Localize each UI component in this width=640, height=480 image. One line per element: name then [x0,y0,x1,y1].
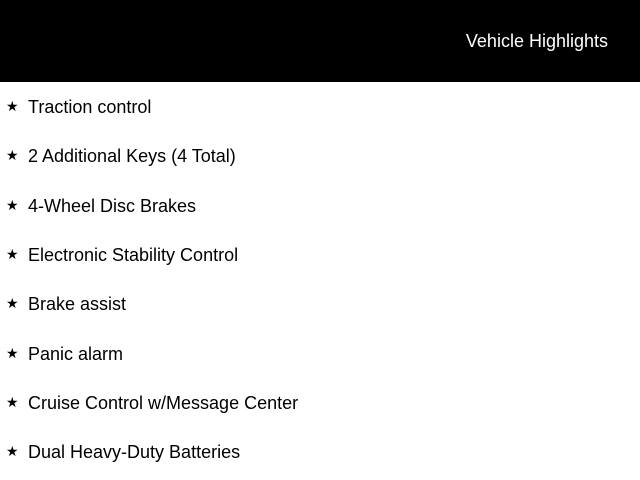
star-icon: ★ [6,395,19,411]
list-item-label: Traction control [28,97,152,117]
list-item-label: Electronic Stability Control [28,245,239,265]
list-item-label: 4-Wheel Disc Brakes [28,196,197,216]
star-icon: ★ [6,296,19,312]
header-title: Vehicle Highlights [465,31,608,51]
list-item [0,195,640,219]
list-item [0,145,640,169]
list-item-label: Cruise Control w/Message Center [28,393,299,413]
list-item [0,441,640,465]
list-item-label: 2 Additional Keys (4 Total) [28,146,236,166]
star-icon: ★ [6,99,19,115]
list-item-label: Brake assist [28,294,127,314]
star-icon: ★ [6,198,19,214]
star-icon: ★ [6,247,19,263]
star-icon: ★ [6,444,19,460]
list-item [0,244,640,268]
star-icon: ★ [6,346,19,362]
list-item-label: Panic alarm [28,344,124,364]
list-item [0,343,640,367]
list-item [0,96,640,120]
star-icon: ★ [6,148,19,164]
header-bar [0,0,640,82]
list-item [0,392,640,416]
list-item [0,293,640,317]
list-item-label: Dual Heavy-Duty Batteries [28,442,241,462]
